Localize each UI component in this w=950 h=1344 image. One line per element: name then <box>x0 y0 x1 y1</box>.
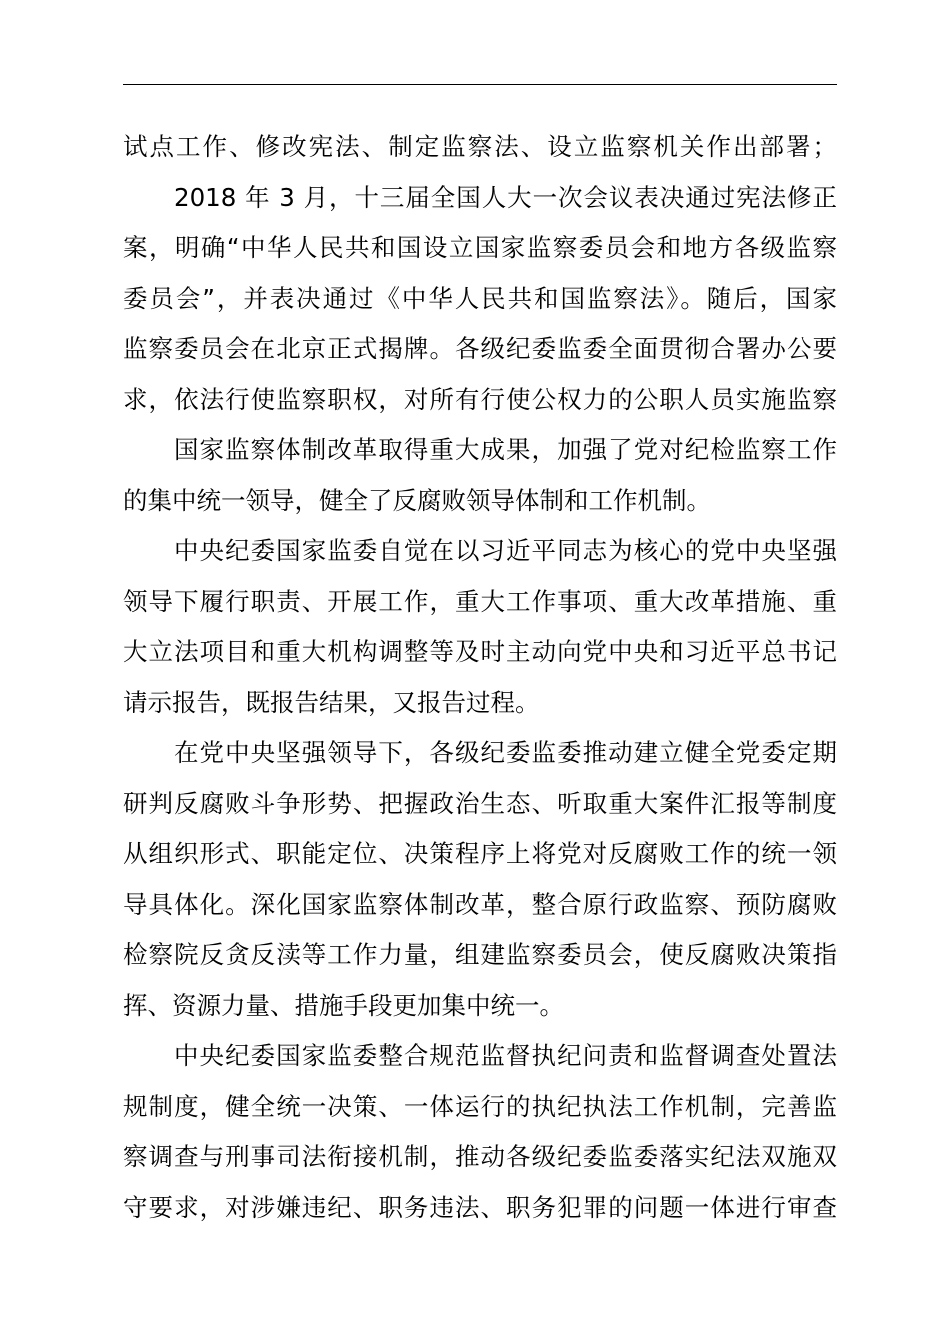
text-line: 监察委员会在北京正式揭牌。各级纪委监委全面贯彻合署办公要 <box>123 334 837 363</box>
text-line: 检察院反贪反渎等工作力量，组建监察委员会，使反腐败决策指 <box>123 940 837 969</box>
text-line: 中央纪委国家监委整合规范监督执纪问责和监督调查处置法 <box>174 1041 837 1070</box>
text-line: 委员会”，并表决通过《中华人民共和国监察法》。随后，国家 <box>123 283 837 313</box>
text-line: 挥、资源力量、措施手段更加集中统一。 <box>123 990 564 1020</box>
text-line: 国家监察体制改革取得重大成果，加强了党对纪检监察工作 <box>174 435 837 464</box>
text-line: 在党中央坚强领导下，各级纪委监委推动建立健全党委定期 <box>174 738 837 767</box>
text-line: 规制度，健全统一决策、一体运行的执纪执法工作机制，完善监 <box>123 1091 837 1121</box>
text-line: 从组织形式、职能定位、决策程序上将党对反腐败工作的统一领 <box>123 839 837 868</box>
paragraph <box>123 526 837 728</box>
text-line: 试点工作、修改宪法、制定监察法、设立监察机关作出部署； <box>123 132 837 161</box>
text-line: 领导下履行职责、开展工作，重大工作事项、重大改革措施、重 <box>123 586 837 616</box>
text-line: 研判反腐败斗争形势、把握政治生态、听取重大案件汇报等制度 <box>123 788 837 818</box>
paragraph <box>123 173 837 426</box>
text-line: 守要求，对涉嫌违纪、职务违法、职务犯罪的问题一体进行审查 <box>123 1192 837 1222</box>
paragraph <box>123 728 837 1031</box>
paragraph <box>123 425 837 526</box>
text-line: 请示报告，既报告结果，又报告过程。 <box>123 687 540 717</box>
text-line: 大立法项目和重大机构调整等及时主动向党中央和习近平总书记 <box>123 637 837 666</box>
header-rule <box>123 84 837 85</box>
text-line: 中央纪委国家监委自觉在以习近平同志为核心的党中央坚强 <box>174 536 837 565</box>
paragraph <box>123 1031 837 1233</box>
document-body <box>123 122 837 1233</box>
paragraph <box>123 122 837 173</box>
text-line: 导具体化。深化国家监察体制改革，整合原行政监察、预防腐败 <box>123 889 837 919</box>
text-line: 求，依法行使监察职权，对所有行使公权力的公职人员实施监察 <box>123 384 837 414</box>
text-line: 案，明确“中华人民共和国设立国家监察委员会和地方各级监察 <box>123 233 837 262</box>
text-line: 2018 年 3 月，十三届全国人大一次会议表决通过宪法修正 <box>174 182 837 212</box>
text-line: 的集中统一领导，健全了反腐败领导体制和工作机制。 <box>123 485 711 515</box>
text-line: 察调查与刑事司法衔接机制，推动各级纪委监委落实纪法双施双 <box>123 1142 837 1171</box>
